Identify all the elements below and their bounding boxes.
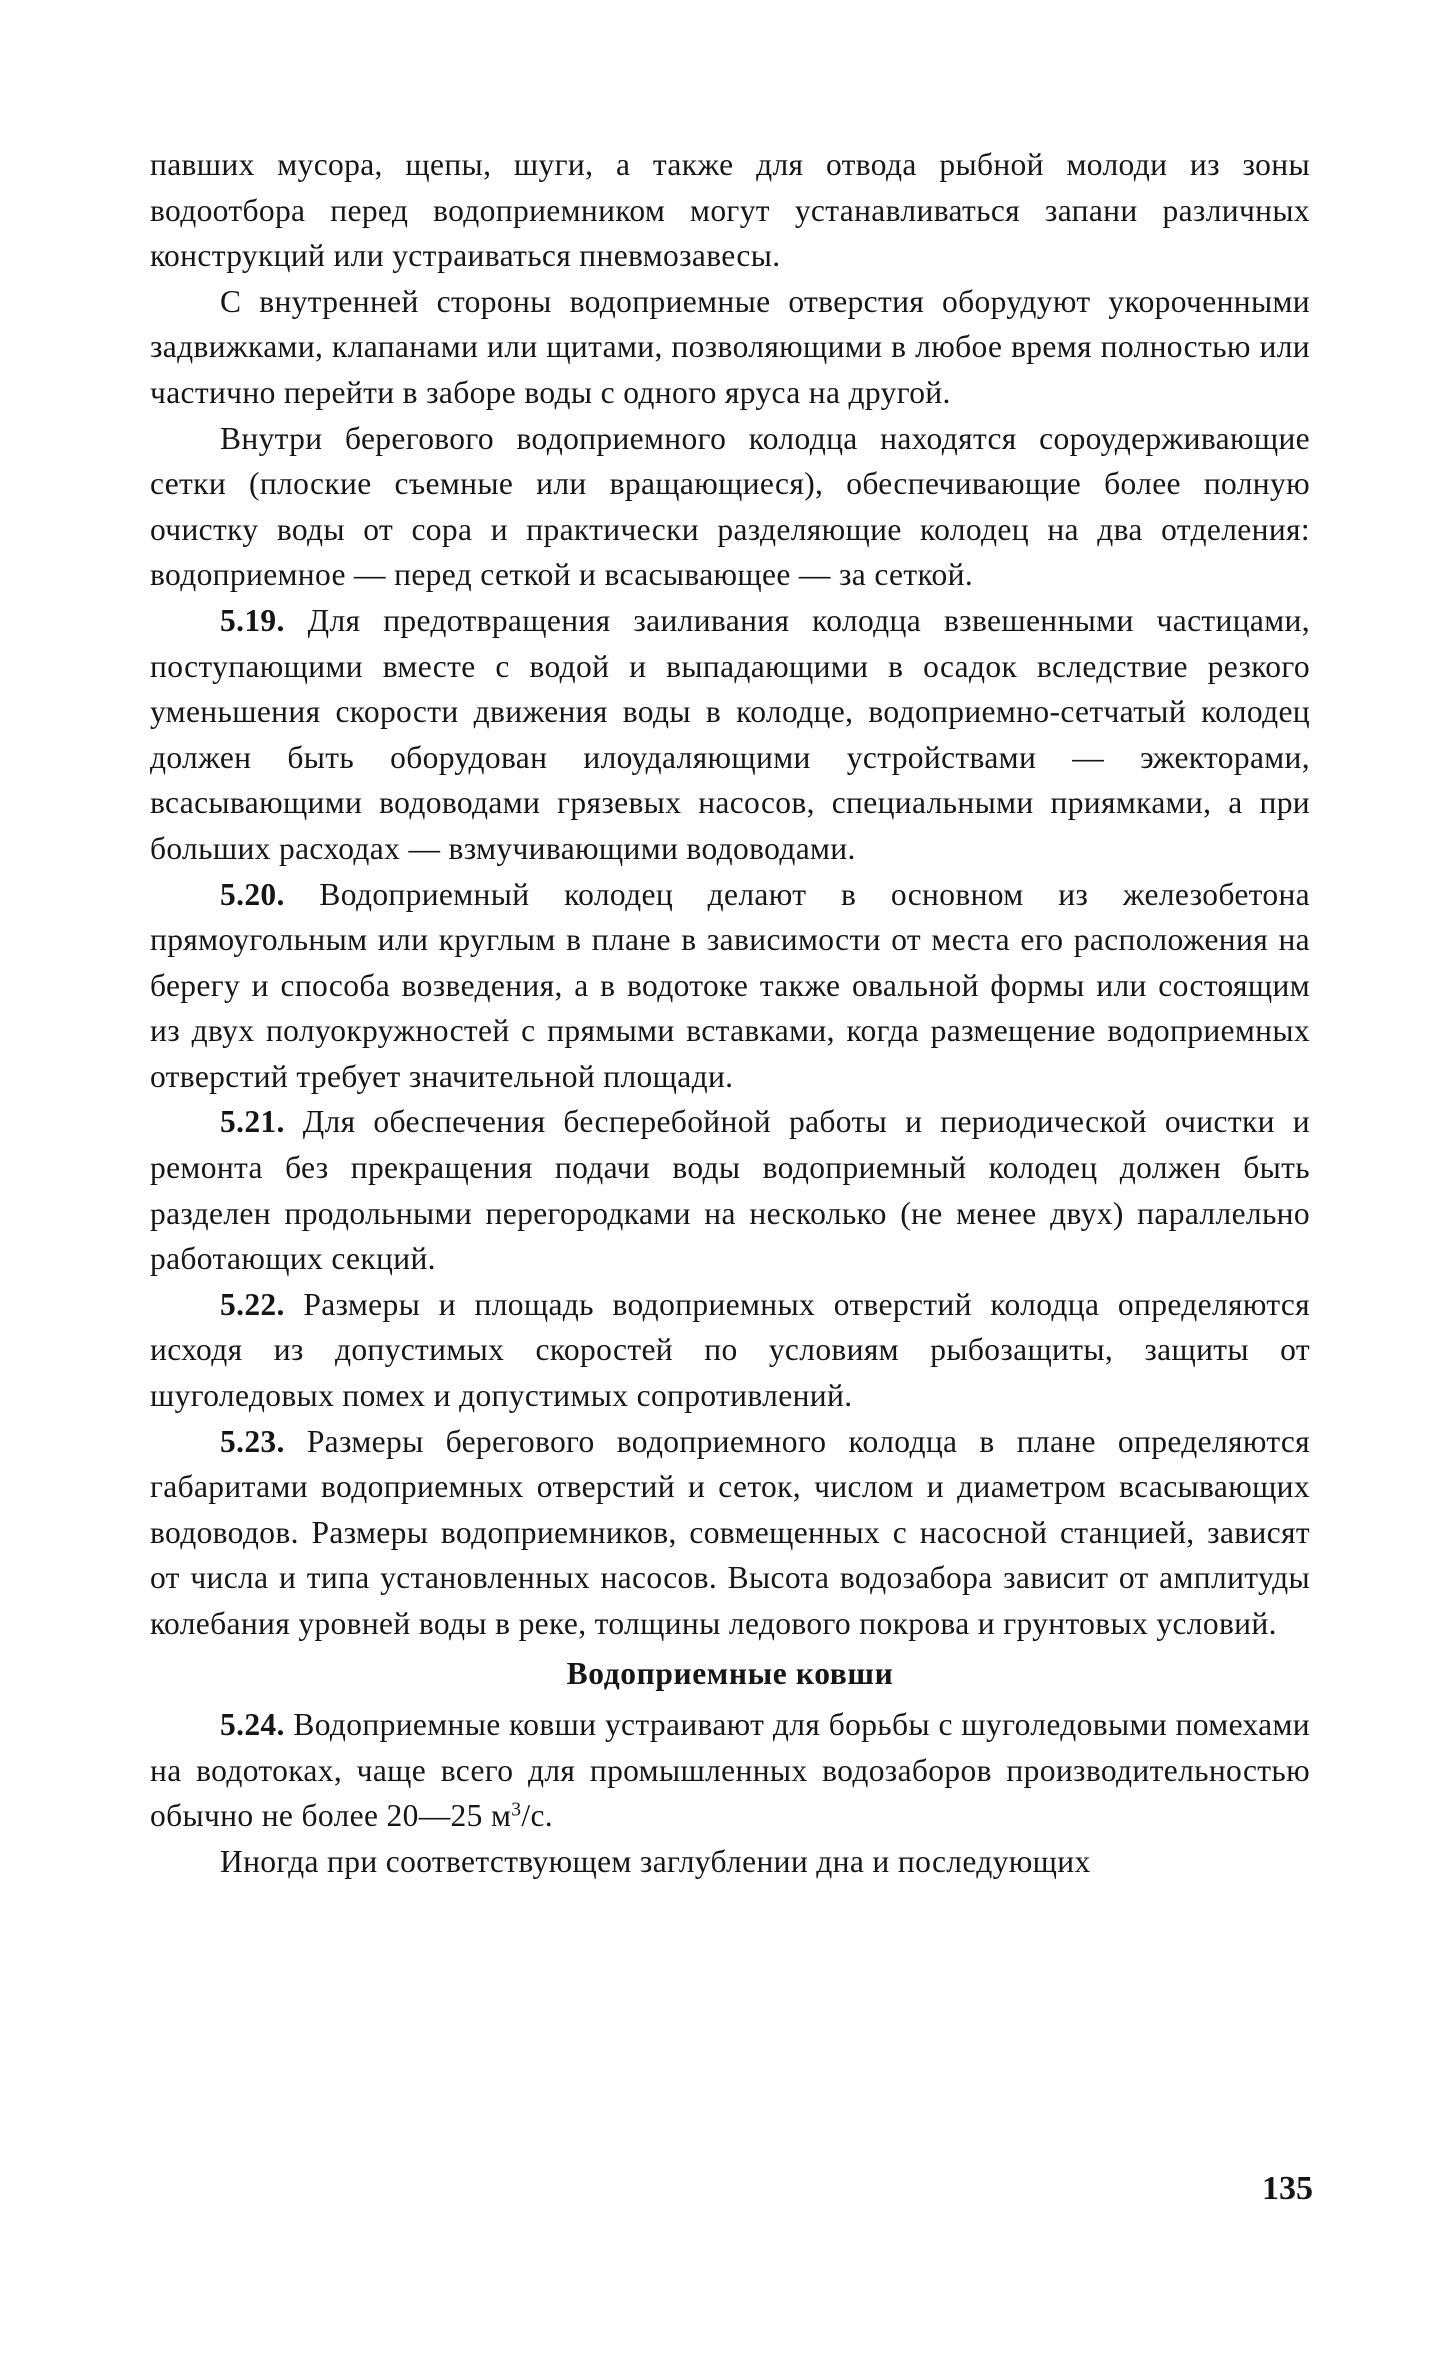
clause-number: 5.22.: [220, 1286, 285, 1322]
clause-5-21: [150, 1099, 1310, 1281]
clause-5-23: [150, 1419, 1310, 1647]
clause-number: 5.21.: [220, 1104, 285, 1140]
clause-5-19: [150, 598, 1310, 872]
clause-text: Водоприемные ковши устраивают для борьбы с шуголедовыми помехами на водотоках, чаще всего для промышленных водозаборов производительностью обычно не более 20—25 м: [150, 1707, 1310, 1834]
clause-number: 5.23.: [220, 1423, 285, 1459]
paragraph-intake-openings: [150, 279, 1310, 416]
clause-number: 5.19.: [220, 602, 285, 638]
clause-text: Размеры и площадь водоприемных отверстий колодца определяются исходя из допустимых скоростей по условиям рыбозащиты, защиты от шуголедовых помех и допустимых сопротивлений.: [150, 1286, 1310, 1414]
page-number: 135: [1262, 2170, 1313, 2207]
clause-5-20: [150, 872, 1310, 1100]
paragraph-text: С внутренней стороны водоприемные отверстия оборудуют укороченными задвижками, клапанами или щитами, позволяющими в любое время полностью или частично перейти в заборе воды с одного яруса на другой.: [150, 283, 1310, 410]
paragraph-text: Иногда при соответствующем заглублении дна и последующих: [220, 1843, 1091, 1879]
paragraph-continuation: [150, 142, 1310, 279]
clause-text: Для предотвращения заиливания колодца взвешенными частицами, поступающими вместе с водой и выпадающими в осадок вследствие резкого уменьшения скорости движения воды в колодце, водоприемно-сетчатый колодец должен быть оборудован илоудаляющими устройствами — эжекторами, всасывающими водоводами грязевых насосов, специальными приямками, а при больших расходах — взмучивающими водоводами.: [150, 602, 1310, 866]
superscript-exponent: 3: [511, 1799, 522, 1821]
section-heading: Водоприемные ковши: [566, 1655, 894, 1691]
clause-text: Размеры берегового водоприемного колодца в плане определяются габаритами водоприемных отверстий и сеток, числом и диаметром всасывающих водоводов. Размеры водоприемников, совмещенных с насосной станцией, зависят от числа и типа установленных насосов. Высота водозабора зависит от амплитуды колебания уровней воды в реке, толщины ледового покрова и грунтовых условий.: [150, 1423, 1310, 1641]
clause-text: Водоприемный колодец делают в основном из железобетона прямоугольным или круглым в плане в зависимости от места его расположения на берегу и способа возведения, а в водотоке также овальной формы или состоящим из двух полуокружностей с прямыми вставками, когда размещение водоприемных отверстий требует значительной площади.: [150, 876, 1310, 1094]
paragraph-text: павших мусора, щепы, шуги, а также для отвода рыбной молоди из зоны водоотбора перед водоприемником могут устанавливаться запани различных конструкций или устраиваться пневмозавесы.: [150, 147, 1310, 274]
paragraph-screens: [150, 416, 1310, 598]
clause-5-24: [150, 1702, 1310, 1839]
clause-text: Для обеспечения бесперебойной работы и периодической очистки и ремонта без прекращения подачи воды водоприемный колодец должен быть разделен продольными перегородками на несколько (не менее двух) параллельно работающих секций.: [150, 1104, 1310, 1277]
clause-5-22: [150, 1282, 1310, 1419]
body-text: [150, 142, 1310, 1885]
clause-number: 5.24.: [220, 1707, 285, 1743]
clause-number: 5.20.: [220, 876, 285, 912]
clause-text-tail: /с.: [521, 1798, 554, 1834]
paragraph-last-line: [150, 1839, 1310, 1885]
paragraph-text: Внутри берегового водоприемного колодца находятся сороудерживающие сетки (плоские съемные или вращающиеся), обеспечивающие более полную очистку воды от сора и практически разделяющие колодец на два отделения: водоприемное — перед сеткой и всасывающее — за сеткой.: [150, 420, 1310, 593]
